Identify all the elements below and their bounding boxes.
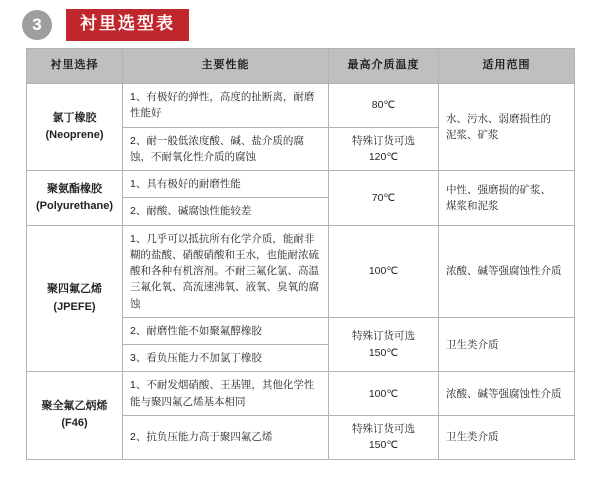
max-temperature-cell: 特殊订货可选 150℃ — [329, 415, 439, 459]
table-body — [27, 84, 575, 460]
max-temperature-cell: 100℃ — [329, 372, 439, 416]
application-scope-cell: 浓酸、碱等强腐蚀性介质 — [439, 372, 575, 416]
lining-selection-table — [26, 48, 575, 460]
max-temperature-cell: 特殊订货可选 120℃ — [329, 127, 439, 171]
column-header-application: 适用范围 — [439, 49, 575, 84]
lining-name-cell: 聚氨酯橡胶 (Polyurethane) — [27, 171, 123, 226]
max-temperature-cell: 80℃ — [329, 84, 439, 128]
performance-cell: 1、不耐发烟硝酸、王基锂，其他化学性能与聚四氟乙烯基本相同 — [123, 372, 329, 416]
performance-cell: 2、抗负压能力高于聚四氟乙烯 — [123, 415, 329, 459]
table-row — [27, 372, 575, 416]
column-header-performance: 主要性能 — [123, 49, 329, 84]
page-title: 衬里选型表 — [66, 9, 189, 40]
max-temperature-cell: 100℃ — [329, 225, 439, 317]
performance-cell: 1、有极好的弹性，高度的扯断离，耐磨性能好 — [123, 84, 329, 128]
application-scope-cell: 中性、强磨损的矿浆、 煤浆和泥浆 — [439, 171, 575, 226]
performance-cell: 2、耐酸、碱腐蚀性能较差 — [123, 198, 329, 225]
column-header-max-temperature: 最高介质温度 — [329, 49, 439, 84]
application-scope-cell: 水、污水、弱磨损性的 泥浆、矿浆 — [439, 84, 575, 171]
application-scope-cell: 浓酸、碱等强腐蚀性介质 — [439, 225, 575, 317]
performance-cell: 3、看负压能力不加氯丁橡胶 — [123, 345, 329, 372]
performance-cell: 2、耐一般低浓度酸、碱、盐介质的腐蚀，不耐氧化性介质的腐蚀 — [123, 127, 329, 171]
page-header — [0, 0, 600, 40]
lining-name-cell: 聚四氟乙烯 (JPEFE) — [27, 225, 123, 372]
max-temperature-cell: 特殊订货可选 150℃ — [329, 317, 439, 372]
performance-cell: 2、耐磨性能不如聚氟醇橡胶 — [123, 317, 329, 344]
max-temperature-cell: 70℃ — [329, 171, 439, 226]
table-container — [0, 40, 600, 460]
column-header-lining: 衬里选择 — [27, 49, 123, 84]
application-scope-cell: 卫生类介质 — [439, 415, 575, 459]
table-header-row — [27, 49, 575, 84]
application-scope-cell: 卫生类介质 — [439, 317, 575, 372]
performance-cell: 1、几乎可以抵抗所有化学介质，能耐非糊的盐酸、硝酸硝酸和王水，也能耐浓硫酸和各种有机溶剂。不耐三氟化氯、高温三氟化氧、高流速沸氧、液氧、臭氧的腐蚀 — [123, 225, 329, 317]
section-number-badge: 3 — [22, 10, 52, 40]
lining-name-cell: 聚全氟乙炳烯 (F46) — [27, 372, 123, 459]
lining-name-cell: 氯丁橡胶 (Neoprene) — [27, 84, 123, 171]
table-row — [27, 84, 575, 128]
table-row — [27, 225, 575, 317]
table-row — [27, 171, 575, 198]
performance-cell: 1、具有极好的耐磨性能 — [123, 171, 329, 198]
